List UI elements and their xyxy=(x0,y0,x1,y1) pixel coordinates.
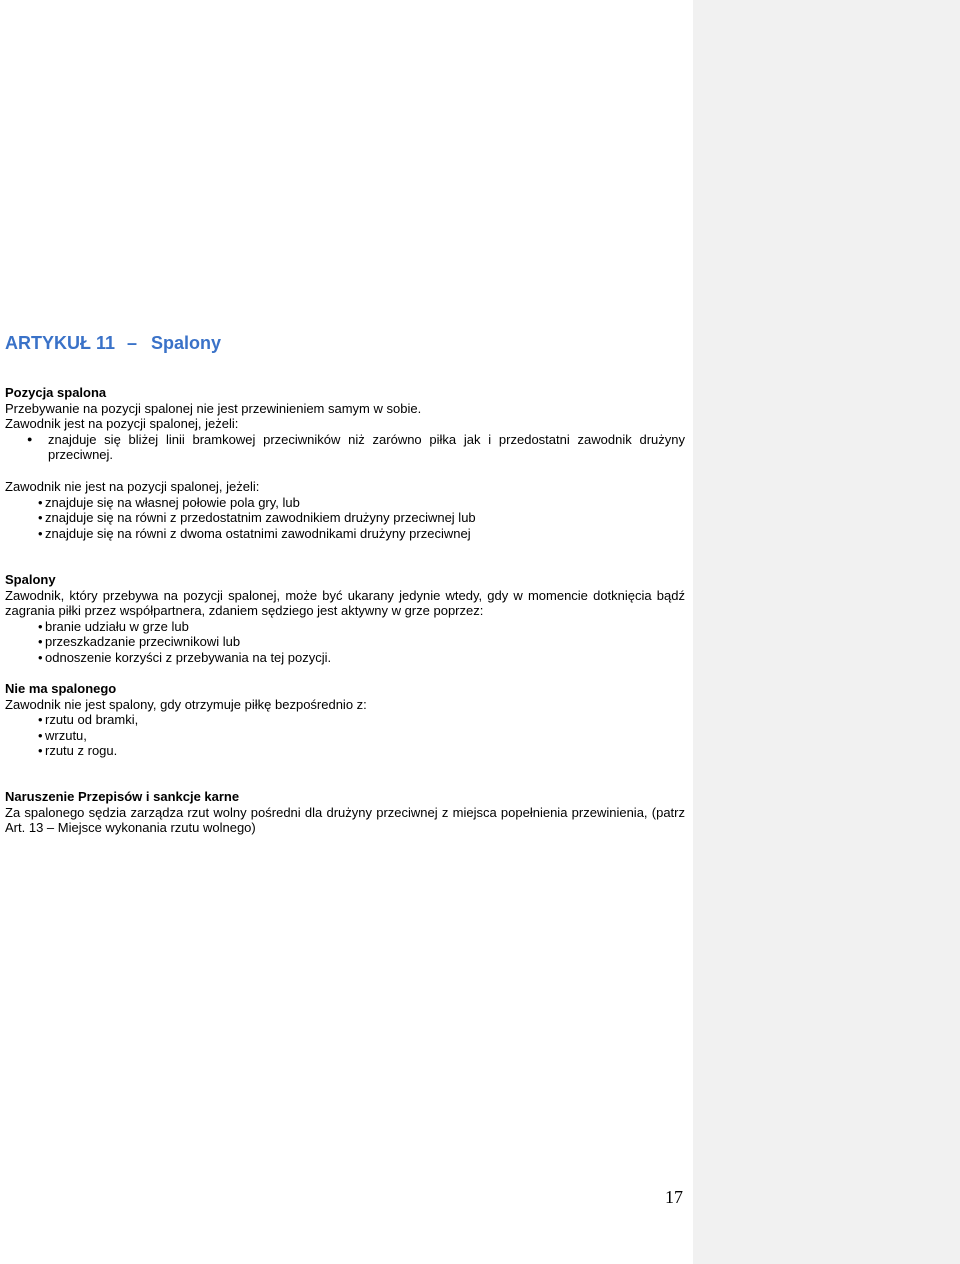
section-title: Naruszenie Przepisów i sankcje karne xyxy=(5,789,240,804)
bullet-list xyxy=(5,495,685,542)
list-item: ● znajduje się bliżej linii bramkowej przeciwników niż zarówno piłka jak i przedostatni zawodnik drużyny przeciwnej. xyxy=(5,432,685,463)
bullet-list xyxy=(5,432,685,463)
list-item: • branie udziału w grze lub xyxy=(5,619,685,635)
section-offside xyxy=(5,572,685,665)
section-offside-position xyxy=(5,385,685,463)
section-no-offside xyxy=(5,681,685,759)
list-item: • przeszkadzanie przeciwnikowi lub xyxy=(5,634,685,650)
heading-separator: – xyxy=(127,333,138,353)
page-margin-strip xyxy=(693,0,960,1264)
paragraph: Zawodnik nie jest na pozycji spalonej, jeżeli: xyxy=(5,479,260,494)
page-number: 17 xyxy=(665,1187,683,1207)
paragraph: Za spalonego sędzia zarządza rzut wolny pośredni dla drużyny przeciwnej z miejsca popełnienia przewinienia, (patrz Art. 13 – Miejsce wykonania rzutu wolnego) xyxy=(5,804,685,835)
section-not-offside-position xyxy=(5,479,685,541)
section-title: Pozycja spalona xyxy=(5,385,107,400)
list-item: • odnoszenie korzyści z przebywania na tej pozycji. xyxy=(5,650,685,666)
article-heading xyxy=(5,333,221,354)
paragraph: Przebywanie na pozycji spalonej nie jest przewinieniem samym w sobie. xyxy=(5,400,422,416)
section-sanctions xyxy=(5,789,685,836)
list-item: • wrzutu, xyxy=(5,728,685,744)
list-item: • znajduje się na równi z przedostatnim zawodnikiem drużyny przeciwnej lub xyxy=(5,510,685,526)
paragraph: Zawodnik jest na pozycji spalonej, jeżeli: xyxy=(5,416,239,431)
list-item: • znajduje się na własnej połowie pola gry, lub xyxy=(5,495,685,511)
paragraph: Zawodnik, który przebywa na pozycji spalonej, może być ukarany jedynie wtedy, gdy w momencie dotknięcia bądź zagrania piłki przez współpartnera, zdaniem sędziego jest aktywny w grze poprzez: xyxy=(5,587,685,618)
paragraph: Zawodnik nie jest spalony, gdy otrzymuje piłkę bezpośrednio z: xyxy=(5,696,367,712)
list-item: • rzutu z rogu. xyxy=(5,743,685,759)
list-item: • znajduje się na równi z dwoma ostatnimi zawodnikami drużyny przeciwnej xyxy=(5,526,685,542)
list-item: • rzutu od bramki, xyxy=(5,712,685,728)
bullet-list xyxy=(5,619,685,666)
article-title: Spalony xyxy=(151,333,222,353)
bullet-list xyxy=(5,712,685,759)
article-number: ARTYKUŁ 11 xyxy=(5,333,116,353)
section-title: Spalony xyxy=(5,572,56,587)
section-title: Nie ma spalonego xyxy=(5,681,117,696)
